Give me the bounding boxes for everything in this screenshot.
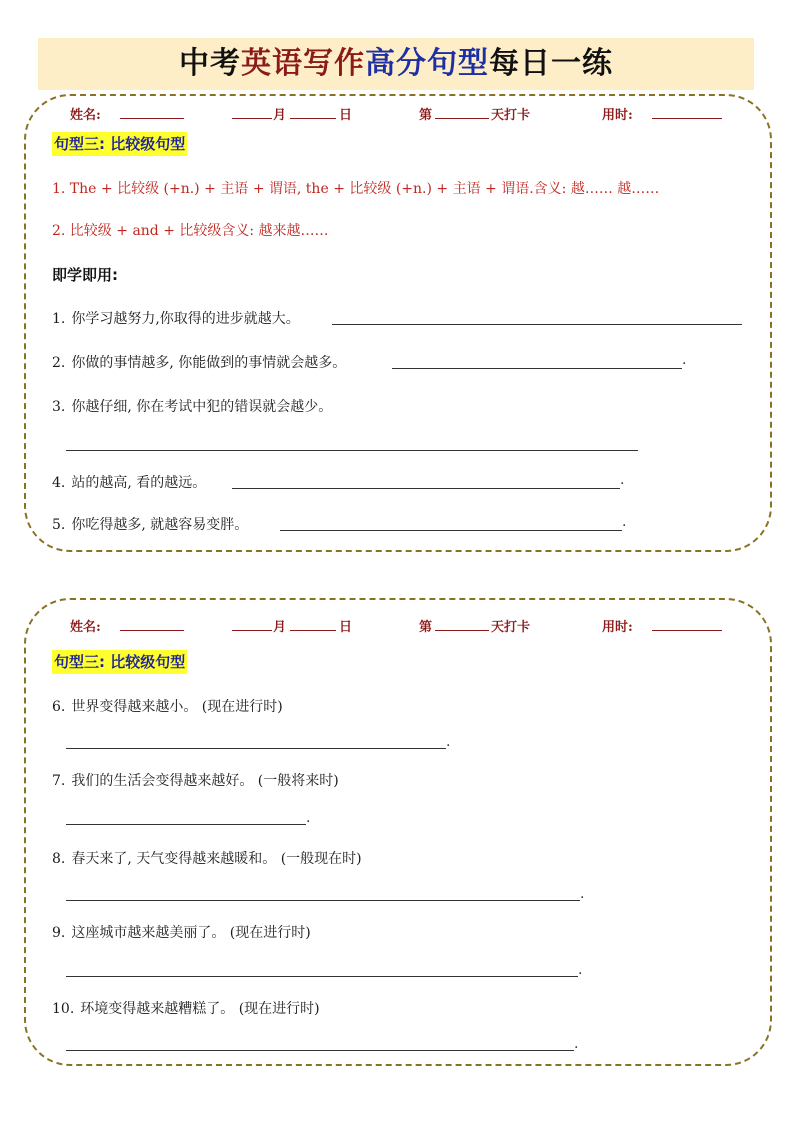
time-blank[interactable] <box>652 104 722 119</box>
question-7 <box>52 770 339 790</box>
page-title <box>38 38 754 90</box>
checkin-day-blank[interactable] <box>435 616 489 631</box>
question-6 <box>52 696 283 716</box>
question-number: 10. <box>52 1001 75 1017</box>
question-number: 4. <box>52 475 66 491</box>
question-text: 环境变得越来越糟糕了。 (现在进行时) <box>80 1001 320 1017</box>
day-label: 日 <box>339 620 353 635</box>
question-number: 9. <box>52 925 66 941</box>
rule-2: 2. 比较级 + and + 比较级含义: 越来越…… <box>52 223 329 239</box>
period: . <box>580 886 585 902</box>
period: . <box>446 734 451 750</box>
checkin-label: 天打卡 <box>491 620 531 635</box>
answer-line-5[interactable] <box>280 530 622 531</box>
practice-card-1 <box>24 94 772 552</box>
answer-line-3[interactable] <box>66 450 638 451</box>
checkin-day-blank[interactable] <box>435 104 489 119</box>
time-label: 用时: <box>602 108 633 123</box>
question-9 <box>52 922 311 942</box>
answer-line-9[interactable] <box>66 976 578 977</box>
name-label: 姓名: <box>70 108 101 123</box>
month-blank[interactable] <box>232 616 272 631</box>
day-blank[interactable] <box>290 616 336 631</box>
question-text: 这座城市越来越美丽了。 (现在进行时) <box>71 925 311 941</box>
period: . <box>578 962 583 978</box>
question-text: 你做的事情越多, 你能做到的事情就会越多。 <box>71 355 347 371</box>
answer-line-6[interactable] <box>66 748 446 749</box>
name-label: 姓名: <box>70 620 101 635</box>
info-row <box>26 104 770 124</box>
question-text: 你吃得越多, 就越容易变胖。 <box>71 517 249 533</box>
question-10 <box>52 998 320 1018</box>
question-4 <box>52 472 206 492</box>
di-label: 第 <box>419 620 433 635</box>
title-part-1: 中考 <box>179 46 241 81</box>
month-label: 月 <box>273 108 287 123</box>
question-number: 3. <box>52 399 66 415</box>
period: . <box>682 352 687 368</box>
answer-line-10[interactable] <box>66 1050 574 1051</box>
question-5 <box>52 514 248 534</box>
answer-line-7[interactable] <box>66 824 306 825</box>
rule-1: 1. The + 比较级 (+n.) + 主语 + 谓语, the + 比较级 (+n.) + 主语 + 谓语.含义: 越…… 越…… <box>52 181 660 197</box>
title-part-3: 高分句型 <box>365 46 489 81</box>
question-2 <box>52 352 346 372</box>
answer-line-1[interactable] <box>332 324 742 325</box>
time-label: 用时: <box>602 620 633 635</box>
section-tag: 句型三: 比较级句型 <box>52 132 187 156</box>
question-text: 春天来了, 天气变得越来越暖和。 (一般现在时) <box>71 851 362 867</box>
question-text: 世界变得越来越小。 (现在进行时) <box>71 699 283 715</box>
day-label: 日 <box>339 108 353 123</box>
question-number: 6. <box>52 699 66 715</box>
time-blank[interactable] <box>652 616 722 631</box>
title-part-4: 每日一练 <box>489 46 613 81</box>
question-number: 1. <box>52 311 66 327</box>
period: . <box>620 472 625 488</box>
period: . <box>574 1036 579 1052</box>
question-text: 站的越高, 看的越远。 <box>71 475 207 491</box>
question-number: 5. <box>52 517 66 533</box>
section-tag: 句型三: 比较级句型 <box>52 650 187 674</box>
di-label: 第 <box>419 108 433 123</box>
day-blank[interactable] <box>290 104 336 119</box>
question-text: 我们的生活会变得越来越好。 (一般将来时) <box>71 773 339 789</box>
question-text: 你越仔细, 你在考试中犯的错误就会越少。 <box>71 399 333 415</box>
period: . <box>622 514 627 530</box>
answer-line-8[interactable] <box>66 900 580 901</box>
info-row <box>26 616 770 636</box>
period: . <box>306 810 311 826</box>
checkin-label: 天打卡 <box>491 108 531 123</box>
question-number: 8. <box>52 851 66 867</box>
question-number: 7. <box>52 773 66 789</box>
answer-line-2[interactable] <box>392 368 682 369</box>
question-8 <box>52 848 362 868</box>
title-part-2: 英语写作 <box>241 46 365 81</box>
question-number: 2. <box>52 355 66 371</box>
question-text: 你学习越努力,你取得的进步就越大。 <box>71 311 300 327</box>
month-blank[interactable] <box>232 104 272 119</box>
name-blank[interactable] <box>120 104 184 119</box>
question-3 <box>52 396 332 416</box>
answer-line-4[interactable] <box>232 488 620 489</box>
practice-card-2 <box>24 598 772 1066</box>
name-blank[interactable] <box>120 616 184 631</box>
practice-title: 即学即用: <box>52 266 118 284</box>
question-1 <box>52 308 300 328</box>
month-label: 月 <box>273 620 287 635</box>
